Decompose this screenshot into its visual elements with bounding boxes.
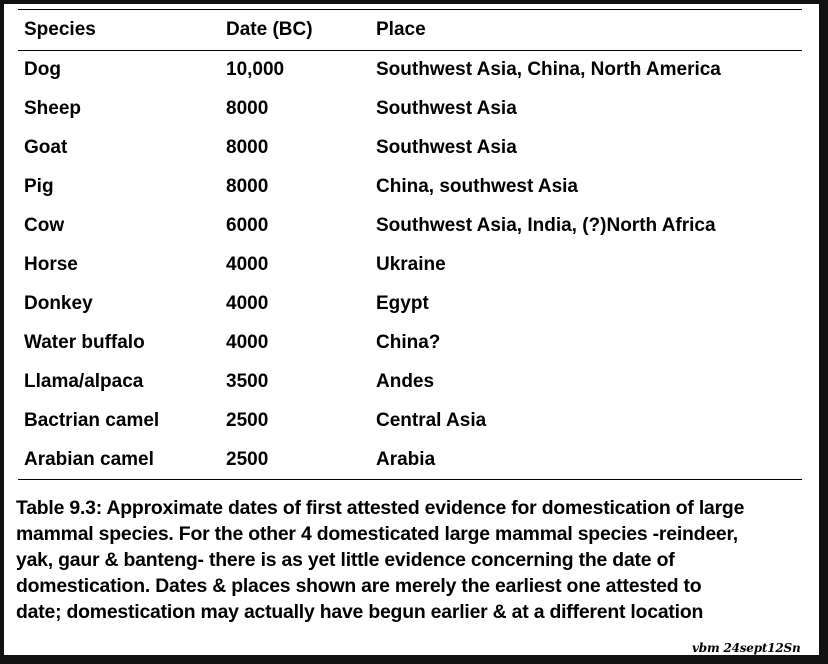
domestication-table (18, 9, 802, 480)
date-cell: 8000 (226, 176, 269, 197)
date-cell: 8000 (226, 98, 269, 119)
date-cell: 6000 (226, 215, 269, 236)
author-signature: vbm 24sept12Sn (692, 641, 801, 655)
table-row (18, 168, 802, 207)
table-caption (16, 495, 816, 625)
place-cell: China, southwest Asia (376, 176, 578, 197)
table-row (18, 129, 802, 168)
header-date: Date (BC) (220, 10, 370, 51)
date-cell: 2500 (220, 441, 370, 480)
date-cell: 2500 (226, 410, 269, 431)
place-cell: Southwest Asia (376, 98, 517, 119)
species-cell: Water buffalo (24, 332, 145, 353)
species-cell: Cow (24, 215, 65, 236)
table-row (18, 441, 802, 480)
table-row (18, 324, 802, 363)
table-row (18, 246, 802, 285)
species-cell: Donkey (24, 293, 93, 314)
caption-line: yak, gaur & banteng- there is as yet little evidence concerning the date of (16, 549, 675, 571)
header-row (18, 10, 802, 51)
caption-line: Table 9.3: Approximate dates of first attested evidence for domestication of large (16, 497, 745, 519)
species-cell: Horse (24, 254, 78, 275)
species-cell: Bactrian camel (24, 410, 160, 431)
place-cell: Southwest Asia (376, 137, 517, 158)
caption-line: date; domestication may actually have begun earlier & at a different location (16, 601, 704, 623)
species-cell: Goat (24, 137, 68, 158)
date-cell: 8000 (226, 137, 269, 158)
date-cell: 4000 (226, 332, 269, 353)
place-cell: Andes (376, 371, 435, 392)
place-cell: Central Asia (376, 410, 487, 431)
table-row (18, 402, 802, 441)
table-row (18, 363, 802, 402)
species-cell: Llama/alpaca (24, 371, 144, 392)
header-species: Species (18, 10, 220, 51)
table-row (18, 90, 802, 129)
place-cell: Southwest Asia, China, North America (376, 59, 721, 81)
place-cell: Arabia (370, 441, 802, 480)
table-body (18, 51, 802, 480)
table-header (18, 10, 802, 51)
place-cell: Egypt (376, 293, 429, 314)
date-cell: 10,000 (226, 59, 285, 81)
place-cell: Southwest Asia, India, (?)North Africa (376, 215, 716, 236)
caption-line: domestication. Dates & places shown are merely the earliest one attested to (16, 575, 702, 597)
species-cell: Dog (24, 59, 61, 81)
place-cell: China? (376, 332, 441, 353)
place-cell: Ukraine (376, 254, 446, 275)
species-cell: Pig (24, 176, 54, 197)
table-row (18, 285, 802, 324)
date-cell: 4000 (226, 293, 269, 314)
species-cell: Sheep (24, 98, 82, 119)
species-cell: Arabian camel (18, 441, 220, 480)
caption-line: mammal species. For the other 4 domesticated large mammal species -reindeer, (16, 523, 738, 545)
date-cell: 4000 (226, 254, 269, 275)
header-place: Place (370, 10, 802, 51)
date-cell: 3500 (226, 371, 269, 392)
table-row (18, 207, 802, 246)
table-row (18, 51, 802, 90)
